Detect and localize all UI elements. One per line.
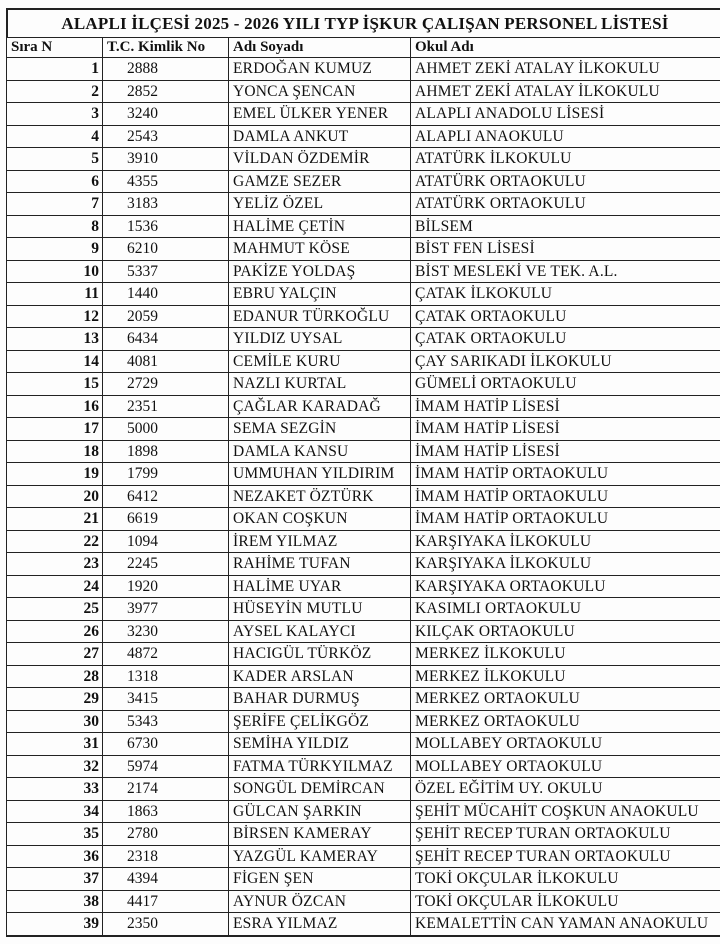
table-row [7,305,720,328]
row-number: 19 [7,463,103,486]
row-tc-number: 1920 [103,575,229,598]
row-name: ŞERİFE ÇELİKGÖZ [229,710,411,733]
row-number: 17 [7,418,103,441]
row-tc-number: 6619 [103,508,229,531]
row-name: OKAN COŞKUN [229,508,411,531]
row-number: 28 [7,665,103,688]
row-school: KARŞIYAKA ORTAOKULU [411,575,720,598]
row-school: KARŞIYAKA İLKOKULU [411,530,720,553]
row-name: FATMA TÜRKYILMAZ [229,755,411,778]
row-tc-number: 1863 [103,800,229,823]
row-tc-number: 2059 [103,305,229,328]
table-row [7,260,720,283]
row-tc-number: 1536 [103,215,229,238]
row-school: AHMET ZEKİ ATALAY İLKOKULU [411,58,720,81]
row-number: 22 [7,530,103,553]
row-tc-number: 3183 [103,193,229,216]
row-name: PAKİZE YOLDAŞ [229,260,411,283]
table-row [7,710,720,733]
row-number: 14 [7,350,103,373]
row-school: ÇAY SARIKADI İLKOKULU [411,350,720,373]
row-school: ATATÜRK ORTAOKULU [411,170,720,193]
row-name: YILDIZ UYSAL [229,328,411,351]
table-row [7,823,720,846]
row-number: 31 [7,733,103,756]
row-name: GAMZE SEZER [229,170,411,193]
row-tc-number: 1318 [103,665,229,688]
row-number: 18 [7,440,103,463]
row-number: 27 [7,643,103,666]
row-number: 7 [7,193,103,216]
row-school: ŞEHİT RECEP TURAN ORTAOKULU [411,823,720,846]
row-tc-number: 5337 [103,260,229,283]
row-school: BİST FEN LİSESİ [411,238,720,261]
row-number: 38 [7,890,103,913]
table-row [7,215,720,238]
row-number: 29 [7,688,103,711]
row-number: 26 [7,620,103,643]
table-row [7,733,720,756]
row-school: MERKEZ İLKOKULU [411,665,720,688]
table-row [7,913,720,936]
row-number: 3 [7,103,103,126]
row-school: İMAM HATİP ORTAOKULU [411,508,720,531]
row-name: HALİME ÇETİN [229,215,411,238]
row-school: BİST MESLEKİ VE TEK. A.L. [411,260,720,283]
row-number: 39 [7,913,103,936]
row-school: MERKEZ İLKOKULU [411,643,720,666]
row-name: NEZAKET ÖZTÜRK [229,485,411,508]
table-row [7,170,720,193]
row-tc-number: 2729 [103,373,229,396]
row-tc-number: 3910 [103,148,229,171]
row-tc-number: 5974 [103,755,229,778]
row-school: İMAM HATİP LİSESİ [411,440,720,463]
row-tc-number: 2780 [103,823,229,846]
table-row [7,553,720,576]
row-school: TOKİ OKÇULAR İLKOKULU [411,890,720,913]
row-school: GÜMELİ ORTAOKULU [411,373,720,396]
row-number: 13 [7,328,103,351]
row-name: SEMA SEZGİN [229,418,411,441]
table-row [7,485,720,508]
row-tc-number: 3240 [103,103,229,126]
row-name: CEMİLE KURU [229,350,411,373]
table-row [7,643,720,666]
row-number: 23 [7,553,103,576]
row-number: 16 [7,395,103,418]
row-tc-number: 4355 [103,170,229,193]
row-school: BİLSEM [411,215,720,238]
row-tc-number: 2245 [103,553,229,576]
row-name: İREM YILMAZ [229,530,411,553]
row-number: 4 [7,125,103,148]
row-name: YONCA ŞENCAN [229,80,411,103]
row-name: EMEL ÜLKER YENER [229,103,411,126]
row-number: 36 [7,845,103,868]
row-number: 12 [7,305,103,328]
row-school: MERKEZ ORTAOKULU [411,710,720,733]
row-tc-number: 2350 [103,913,229,936]
header-tc: T.C. Kimlik No [103,38,229,58]
row-tc-number: 4417 [103,890,229,913]
table-row [7,530,720,553]
table-header-row [7,38,720,58]
row-number: 1 [7,58,103,81]
row-name: ERDOĞAN KUMUZ [229,58,411,81]
row-name: KADER ARSLAN [229,665,411,688]
row-name: MAHMUT KÖSE [229,238,411,261]
row-school: ŞEHİT MÜCAHİT COŞKUN ANAOKULU [411,800,720,823]
table-row [7,238,720,261]
row-school: ÖZEL EĞİTİM UY. OKULU [411,778,720,801]
table-row [7,103,720,126]
row-tc-number: 1094 [103,530,229,553]
table-row [7,148,720,171]
row-tc-number: 5000 [103,418,229,441]
row-school: AHMET ZEKİ ATALAY İLKOKULU [411,80,720,103]
row-tc-number: 2888 [103,58,229,81]
row-name: SONGÜL DEMİRCAN [229,778,411,801]
table-row [7,80,720,103]
header-sira: Sıra N [7,38,103,58]
row-name: GÜLCAN ŞARKIN [229,800,411,823]
table-row [7,598,720,621]
table-row [7,755,720,778]
row-name: EDANUR TÜRKOĞLU [229,305,411,328]
row-school: KILÇAK ORTAOKULU [411,620,720,643]
table-row [7,463,720,486]
row-tc-number: 1898 [103,440,229,463]
row-number: 2 [7,80,103,103]
row-name: UMMUHAN YILDIRIM [229,463,411,486]
row-school: İMAM HATİP LİSESİ [411,418,720,441]
table-row [7,575,720,598]
row-name: AYNUR ÖZCAN [229,890,411,913]
table-row [7,800,720,823]
row-name: NAZLI KURTAL [229,373,411,396]
table-row [7,418,720,441]
row-school: KEMALETTİN CAN YAMAN ANAOKULU [411,913,720,936]
row-tc-number: 1440 [103,283,229,306]
row-number: 37 [7,868,103,891]
header-school: Okul Adı [411,38,720,58]
row-school: İMAM HATİP ORTAOKULU [411,463,720,486]
table-row [7,845,720,868]
row-school: KARŞIYAKA İLKOKULU [411,553,720,576]
table-row [7,283,720,306]
table-row [7,58,720,81]
row-tc-number: 5343 [103,710,229,733]
row-number: 15 [7,373,103,396]
table-row [7,688,720,711]
row-tc-number: 2351 [103,395,229,418]
row-school: MOLLABEY ORTAOKULU [411,755,720,778]
row-number: 32 [7,755,103,778]
row-number: 21 [7,508,103,531]
row-tc-number: 4394 [103,868,229,891]
row-number: 11 [7,283,103,306]
row-name: DAMLA KANSU [229,440,411,463]
row-name: BAHAR DURMUŞ [229,688,411,711]
row-name: YELİZ ÖZEL [229,193,411,216]
row-tc-number: 4081 [103,350,229,373]
row-tc-number: 3230 [103,620,229,643]
row-tc-number: 3977 [103,598,229,621]
row-number: 6 [7,170,103,193]
table-row [7,890,720,913]
table-row [7,125,720,148]
row-number: 8 [7,215,103,238]
row-tc-number: 3415 [103,688,229,711]
row-tc-number: 6412 [103,485,229,508]
row-school: MERKEZ ORTAOKULU [411,688,720,711]
row-number: 9 [7,238,103,261]
row-name: ÇAĞLAR KARADAĞ [229,395,411,418]
row-tc-number: 2318 [103,845,229,868]
row-name: SEMİHA YILDIZ [229,733,411,756]
table-row [7,395,720,418]
row-tc-number: 6730 [103,733,229,756]
row-school: ŞEHİT RECEP TURAN ORTAOKULU [411,845,720,868]
row-number: 34 [7,800,103,823]
header-name: Adı Soyadı [229,38,411,58]
personnel-table [6,37,720,937]
row-tc-number: 2174 [103,778,229,801]
table-row [7,350,720,373]
row-name: FİGEN ŞEN [229,868,411,891]
row-name: HACIGÜL TÜRKÖZ [229,643,411,666]
row-school: ALAPLI ANAOKULU [411,125,720,148]
document-title: ALAPLI İLÇESİ 2025 - 2026 YILI TYP İŞKUR ÇALIŞAN PERSONEL LİSTESİ [6,8,720,38]
row-school: İMAM HATİP LİSESİ [411,395,720,418]
row-tc-number: 6210 [103,238,229,261]
row-name: YAZGÜL KAMERAY [229,845,411,868]
row-number: 25 [7,598,103,621]
row-name: HÜSEYİN MUTLU [229,598,411,621]
table-row [7,373,720,396]
table-row [7,193,720,216]
row-number: 33 [7,778,103,801]
row-school: ÇATAK ORTAOKULU [411,328,720,351]
table-row [7,778,720,801]
row-school: ÇATAK İLKOKULU [411,283,720,306]
table-row [7,508,720,531]
row-name: EBRU YALÇIN [229,283,411,306]
row-name: VİLDAN ÖZDEMİR [229,148,411,171]
row-tc-number: 4872 [103,643,229,666]
row-number: 5 [7,148,103,171]
table-row [7,328,720,351]
table-row [7,620,720,643]
row-school: İMAM HATİP ORTAOKULU [411,485,720,508]
row-number: 35 [7,823,103,846]
row-number: 24 [7,575,103,598]
row-tc-number: 2852 [103,80,229,103]
table-row [7,665,720,688]
row-school: ATATÜRK ORTAOKULU [411,193,720,216]
row-school: KASIMLI ORTAOKULU [411,598,720,621]
row-name: AYSEL KALAYCI [229,620,411,643]
row-school: ALAPLI ANADOLU LİSESİ [411,103,720,126]
row-tc-number: 1799 [103,463,229,486]
row-name: BİRSEN KAMERAY [229,823,411,846]
row-name: ESRA YILMAZ [229,913,411,936]
table-row [7,868,720,891]
row-name: HALİME UYAR [229,575,411,598]
row-number: 30 [7,710,103,733]
row-school: ATATÜRK İLKOKULU [411,148,720,171]
table-row [7,440,720,463]
row-school: ÇATAK ORTAOKULU [411,305,720,328]
row-tc-number: 6434 [103,328,229,351]
row-school: TOKİ OKÇULAR İLKOKULU [411,868,720,891]
row-name: RAHİME TUFAN [229,553,411,576]
row-number: 10 [7,260,103,283]
row-name: DAMLA ANKUT [229,125,411,148]
row-school: MOLLABEY ORTAOKULU [411,733,720,756]
row-tc-number: 2543 [103,125,229,148]
row-number: 20 [7,485,103,508]
